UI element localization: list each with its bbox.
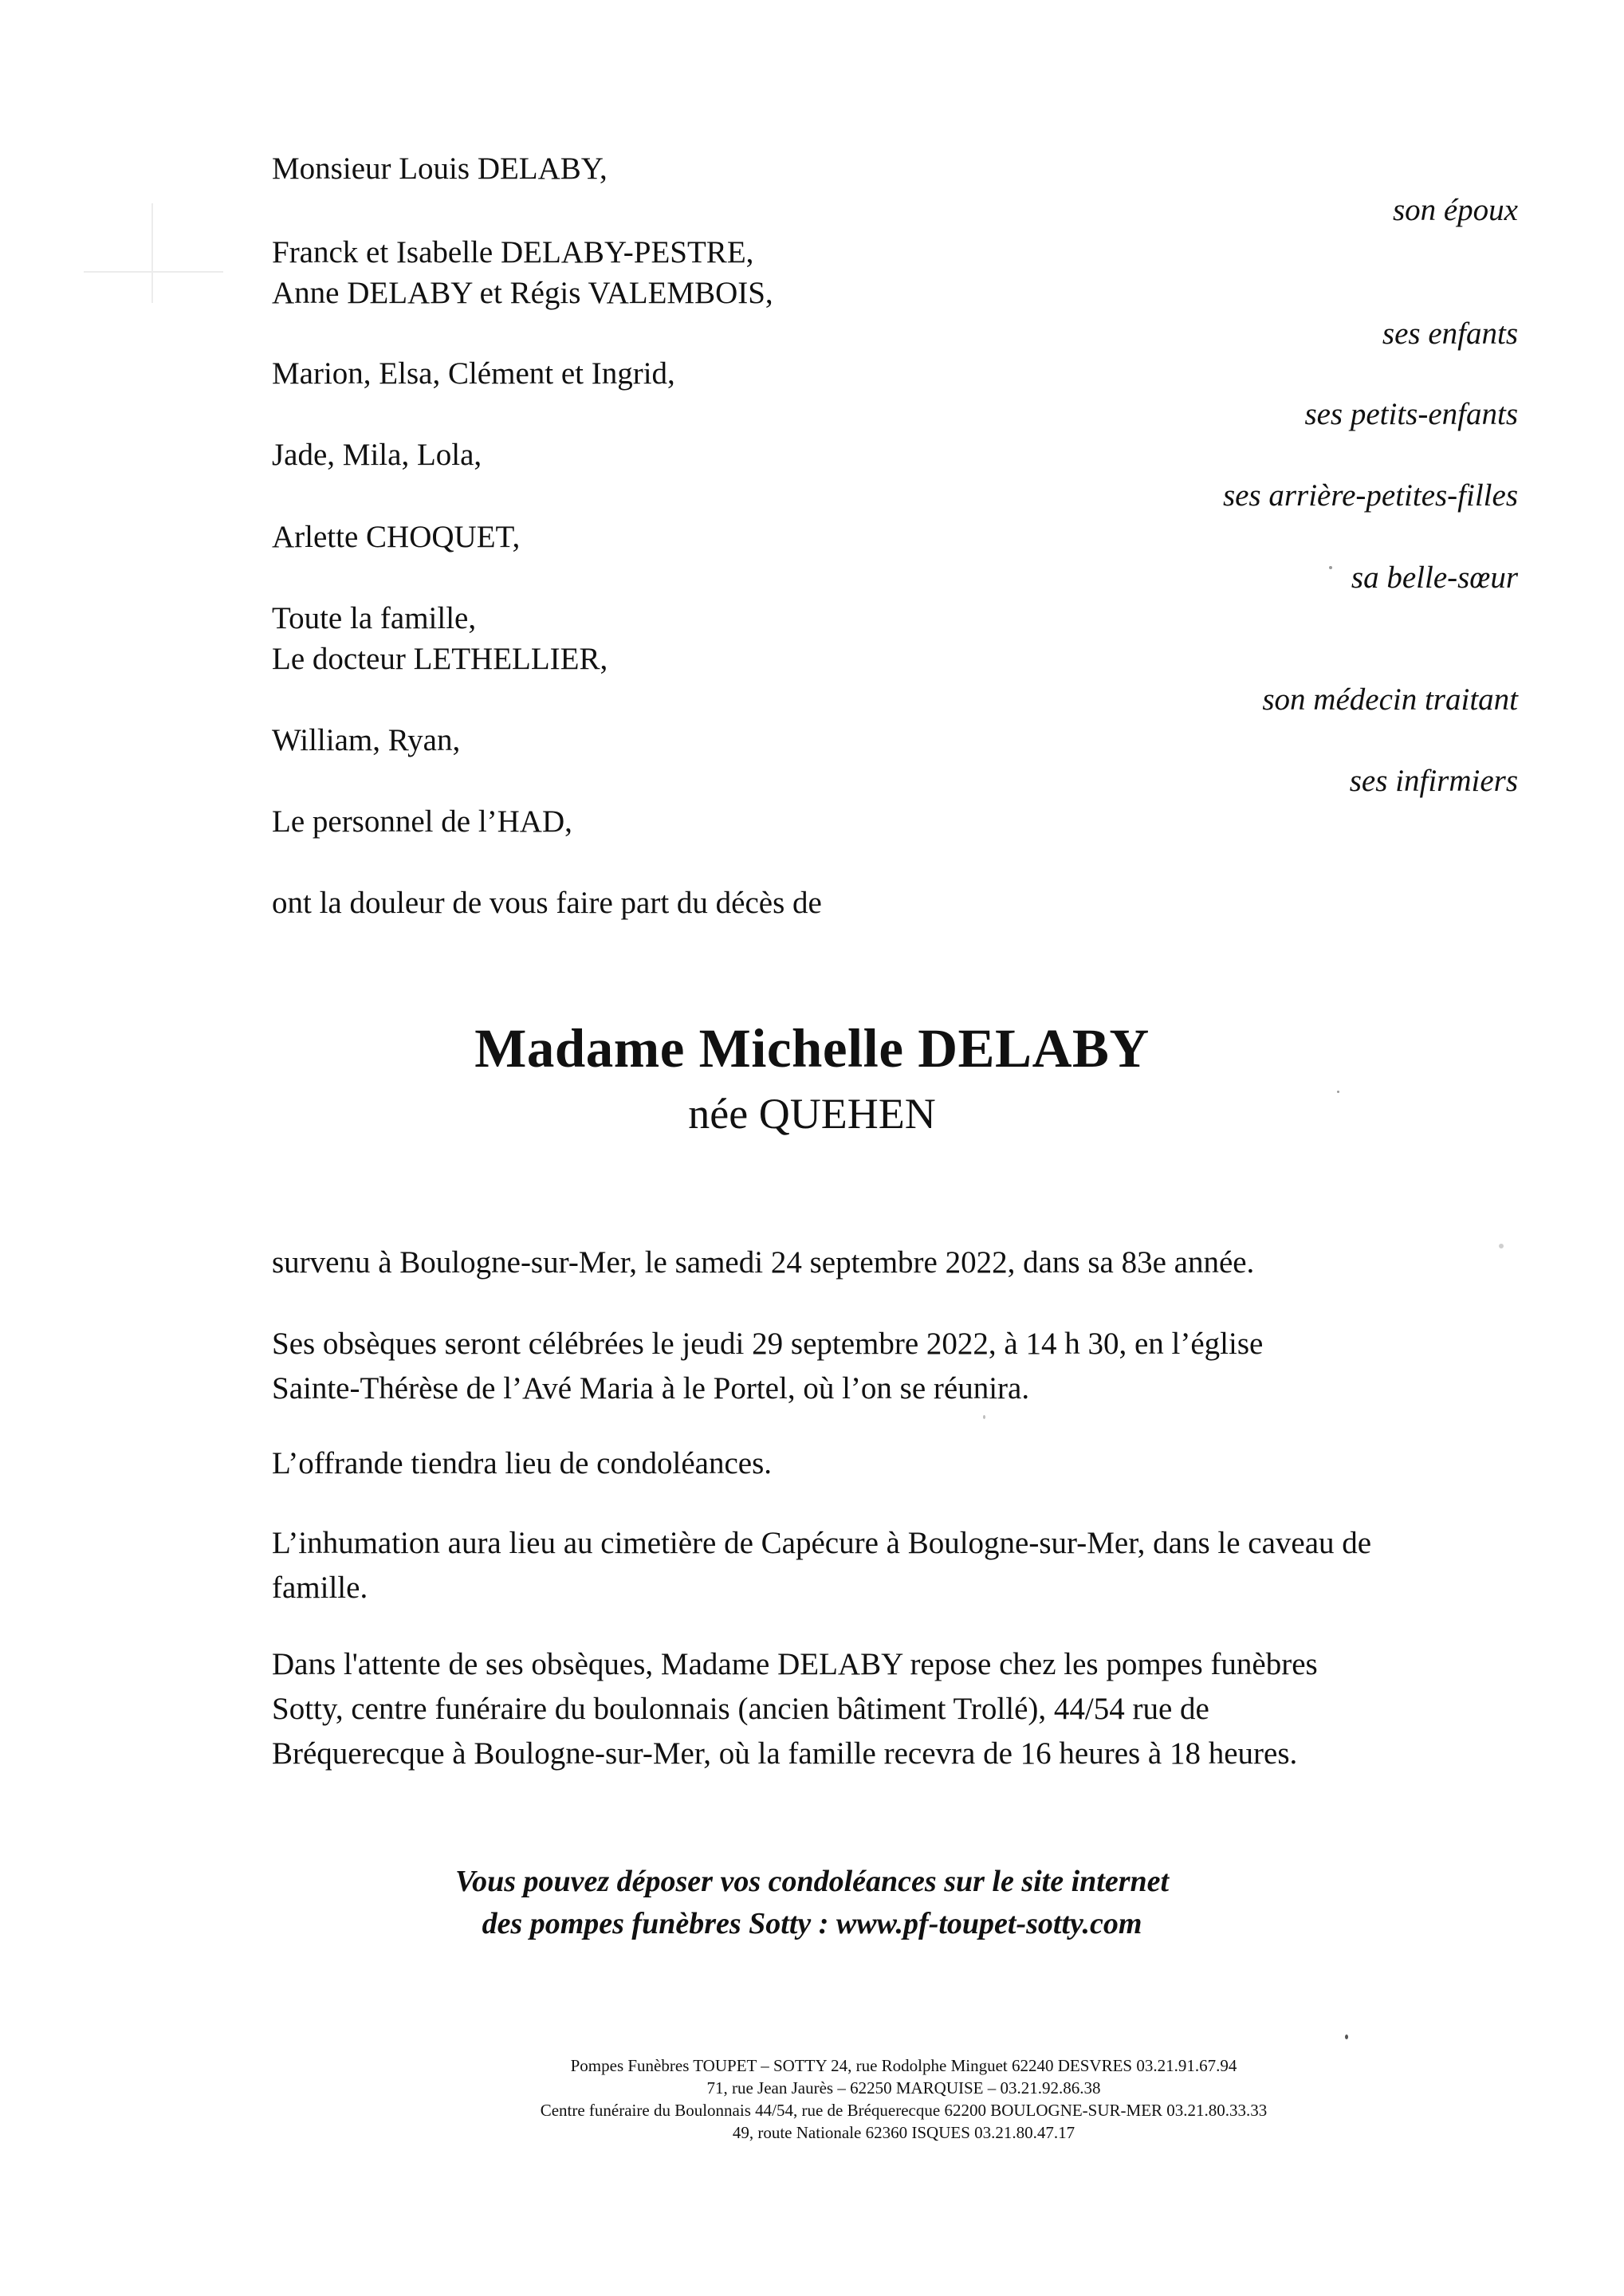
viewing-paragraph — [272, 1642, 1484, 1776]
funeral-paragraph — [272, 1322, 1484, 1411]
offering-paragraph — [272, 1441, 1484, 1486]
faint-cross-horizontal — [84, 271, 223, 273]
family-name: Toute la famille, — [272, 601, 477, 635]
family-name: Le personnel de l’HAD, — [272, 804, 572, 839]
paragraph-line: Ses obsèques seront célébrées le jeudi 29 septembre 2022, à 14 h 30, en l’église — [272, 1327, 1264, 1361]
maiden-name: née QUEHEN — [688, 1090, 936, 1138]
family-name: Jade, Mila, Lola, — [272, 438, 482, 472]
family-relation: sa belle-sœur — [1351, 560, 1518, 595]
family-name: Arlette CHOQUET, — [272, 520, 521, 554]
faint-cross-vertical — [151, 203, 153, 303]
family-relation: son médecin traitant — [1262, 682, 1518, 717]
footer-line: Centre funéraire du Boulonnais 44/54, rue de Bréquerecque 62200 BOULOGNE-SUR-MER 03.21.80.33.33 — [540, 2101, 1268, 2120]
deceased-name: Madame Michelle DELABY — [474, 1018, 1150, 1079]
scan-speck — [1329, 566, 1332, 569]
family-relation: ses petits-enfants — [1304, 397, 1518, 431]
paragraph-line: Bréquerecque à Boulogne-sur-Mer, où la famille recevra de 16 heures à 18 heures. — [272, 1736, 1298, 1771]
family-name: William, Ryan, — [272, 723, 461, 757]
condolences-website: des pompes funèbres Sotty : www.pf-toupet-sotty.com — [482, 1907, 1142, 1940]
announcement: ont la douleur de vous faire part du décès de — [272, 886, 822, 920]
scan-speck — [1345, 2035, 1348, 2039]
paragraph-line: Sotty, centre funéraire du boulonnais (ancien bâtiment Trollé), 44/54 rue de — [272, 1692, 1209, 1726]
paragraph-line: Dans l'attente de ses obsèques, Madame DELABY repose chez les pompes funèbres — [272, 1647, 1318, 1681]
family-name: Franck et Isabelle DELABY-PESTRE, — [272, 235, 754, 269]
family-relation: son époux — [1392, 193, 1518, 227]
family-name: Le docteur LETHELLIER, — [272, 642, 608, 676]
paragraph-line: survenu à Boulogne-sur-Mer, le samedi 24 septembre 2022, dans sa 83e année. — [272, 1245, 1255, 1280]
burial-paragraph — [272, 1521, 1484, 1610]
family-relation: ses enfants — [1382, 316, 1518, 351]
footer-line: 71, rue Jean Jaurès – 62250 MARQUISE – 03.21.92.86.38 — [706, 2078, 1101, 2097]
funeral-home-footer — [0, 2054, 1624, 2144]
paragraph-line: famille. — [272, 1571, 368, 1605]
family-name: Monsieur Louis DELABY, — [272, 151, 608, 186]
paragraph-line: L’inhumation aura lieu au cimetière de Capécure à Boulogne-sur-Mer, dans le caveau de — [272, 1526, 1372, 1560]
footer-line: Pompes Funèbres TOUPET – SOTTY 24, rue Rodolphe Minguet 62240 DESVRES 03.21.91.67.94 — [570, 2056, 1237, 2075]
family-name: Marion, Elsa, Clément et Ingrid, — [272, 356, 675, 391]
death-paragraph — [272, 1240, 1484, 1285]
paragraph-line: L’offrande tiendra lieu de condoléances. — [272, 1446, 772, 1480]
condolences-text: Vous pouvez déposer vos condoléances sur le site internet — [454, 1865, 1170, 1898]
family-name: Anne DELABY et Régis VALEMBOIS, — [272, 276, 773, 310]
scan-speck — [1499, 1244, 1504, 1248]
footer-line: 49, route Nationale 62360 ISQUES 03.21.80.47.17 — [732, 2123, 1075, 2142]
family-relation: ses arrière-petites-filles — [1222, 478, 1518, 513]
family-relation: ses infirmiers — [1349, 764, 1518, 798]
paragraph-line: Sainte-Thérèse de l’Avé Maria à le Portel, où l’on se réunira. — [272, 1371, 1030, 1406]
scan-speck — [983, 1415, 985, 1419]
